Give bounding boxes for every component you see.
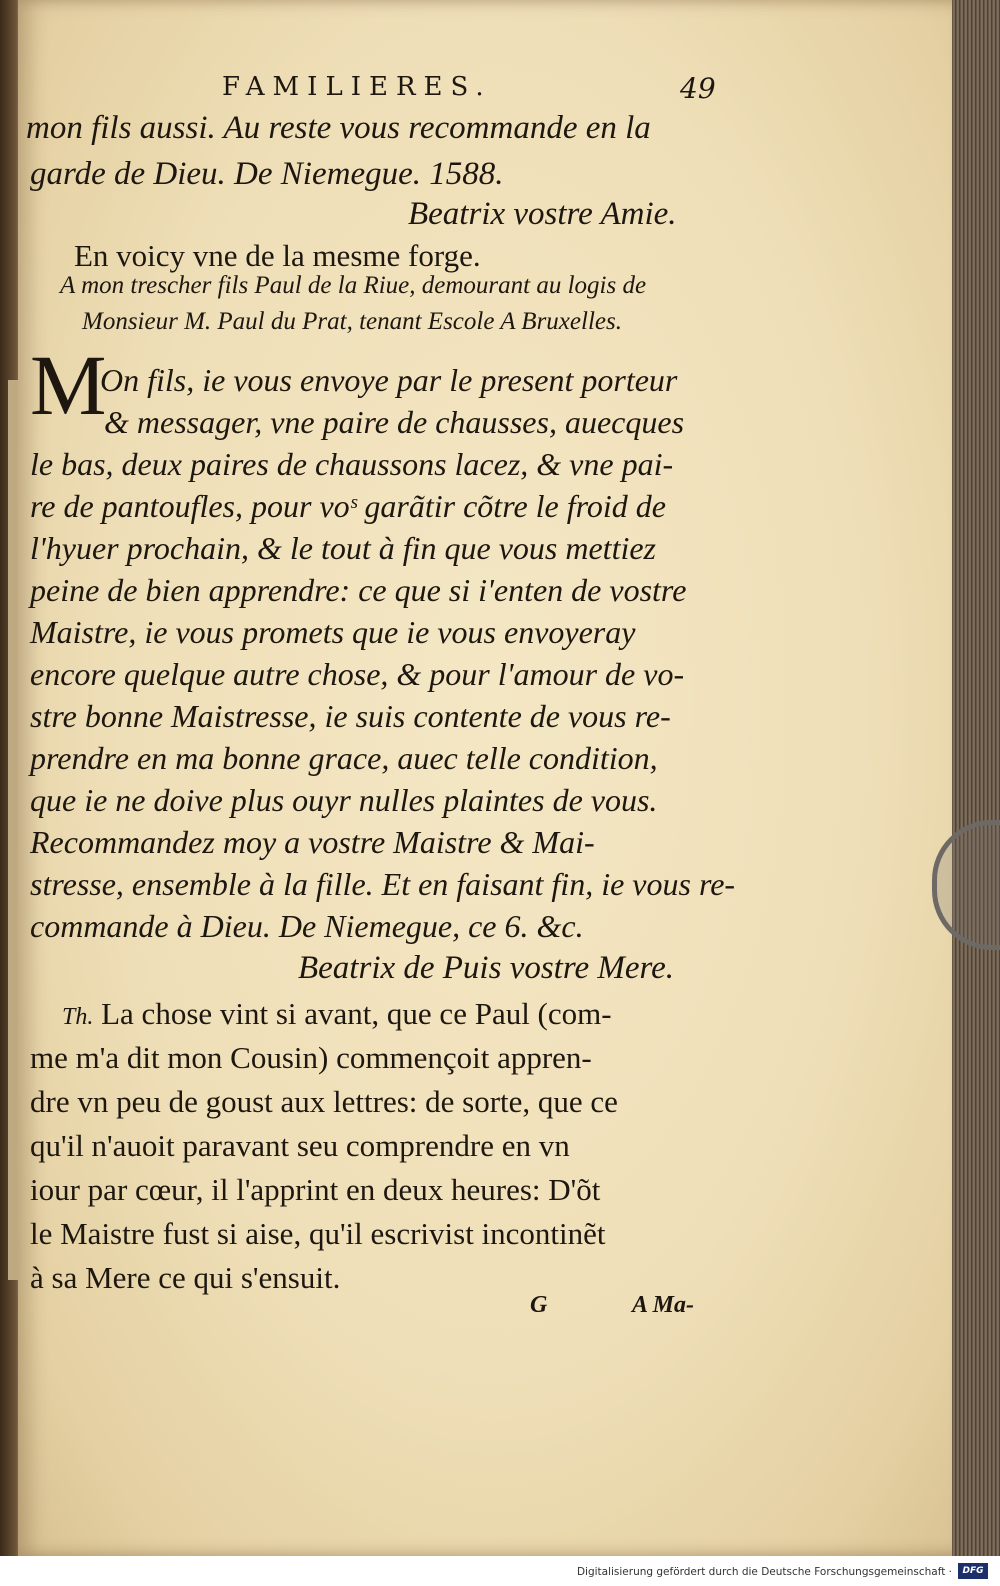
letter-line: & messager, vne paire de chausses, auecques [104,404,685,440]
letter-line: stresse, ensemble à la fille. Et en faisant fin, ie vous re- [30,866,736,902]
dfg-logo-icon: DFG [958,1563,988,1579]
letter-line: Recommandez moy a vostre Maistre & Mai- [30,824,595,860]
narration-line [62,996,612,1032]
letter-line: l'hyuer prochain, & le tout à fin que vous mettiez [30,530,656,566]
narration-line: me m'a dit mon Cousin) commençoit appren- [30,1040,592,1075]
letter-line: On fils, ie vous envoye par le present porteur [100,362,678,398]
letter-line: que ie ne doive plus ouyr nulles plaintes de vous. [30,782,658,818]
page-number: 49 [680,72,716,105]
narration-line-text: La chose vint si avant, que ce Paul (com- [101,996,612,1031]
letter-line: peine de bien apprendre: ce que si i'enten de vostre [30,572,687,608]
narration-line: le Maistre fust si aise, qu'il escrivist incontinẽt [30,1216,606,1251]
book-page [18,0,966,1556]
address-line-2: Monsieur M. Paul du Prat, tenant Escole A Bruxelles. [82,308,622,335]
letter-line: stre bonne Maistresse, ie suis contente de vous re- [30,698,671,734]
letter-signature: Beatrix de Puis vostre Mere. [298,950,675,986]
drop-cap: M [30,337,107,433]
letter-line: Maistre, ie vous promets que ie vous envoyeray [30,614,636,650]
prev-letter-line-2: garde de Dieu. De Niemegue. 1588. [30,156,504,192]
catchword: A Ma- [632,1292,695,1318]
narration-line: à sa Mere ce qui s'ensuit. [30,1260,341,1295]
narration-line: qu'il n'auoit paravant seu comprendre en vn [30,1128,570,1163]
letter-line: le bas, deux paires de chaussons lacez, & vne pai- [30,446,674,482]
letter-intro: En voicy vne de la mesme forge. [74,238,481,273]
narration-line: dre vn peu de goust aux lettres: de sorte, que ce [30,1084,618,1119]
prev-letter-signature: Beatrix vostre Amie. [408,196,677,232]
running-title: FAMILIERES. [222,72,492,102]
page-edges-right [952,0,1000,1556]
letter-line: encore quelque autre chose, & pour l'amour de vo- [30,656,685,692]
letter-line: prendre en ma bonne grace, auec telle condition, [30,740,658,776]
letter-line: commande à Dieu. De Niemegue, ce 6. &c. [30,908,584,944]
address-line-1: A mon trescher fils Paul de la Riue, demourant au logis de [60,272,647,299]
signature-mark: G [530,1292,548,1318]
narration-line: iour par cœur, il l'apprint en deux heures: D'õt [30,1172,601,1207]
speaker-label: Th. [62,1004,94,1030]
digitization-credit: Digitalisierung gefördert durch die Deutsche Forschungsgemeinschaft · [576,1566,952,1578]
letter-line: re de pantoufles, pour voˢ garãtir cõtre le froid de [30,488,666,524]
prev-letter-line-1: mon fils aussi. Au reste vous recommande en la [26,110,651,146]
